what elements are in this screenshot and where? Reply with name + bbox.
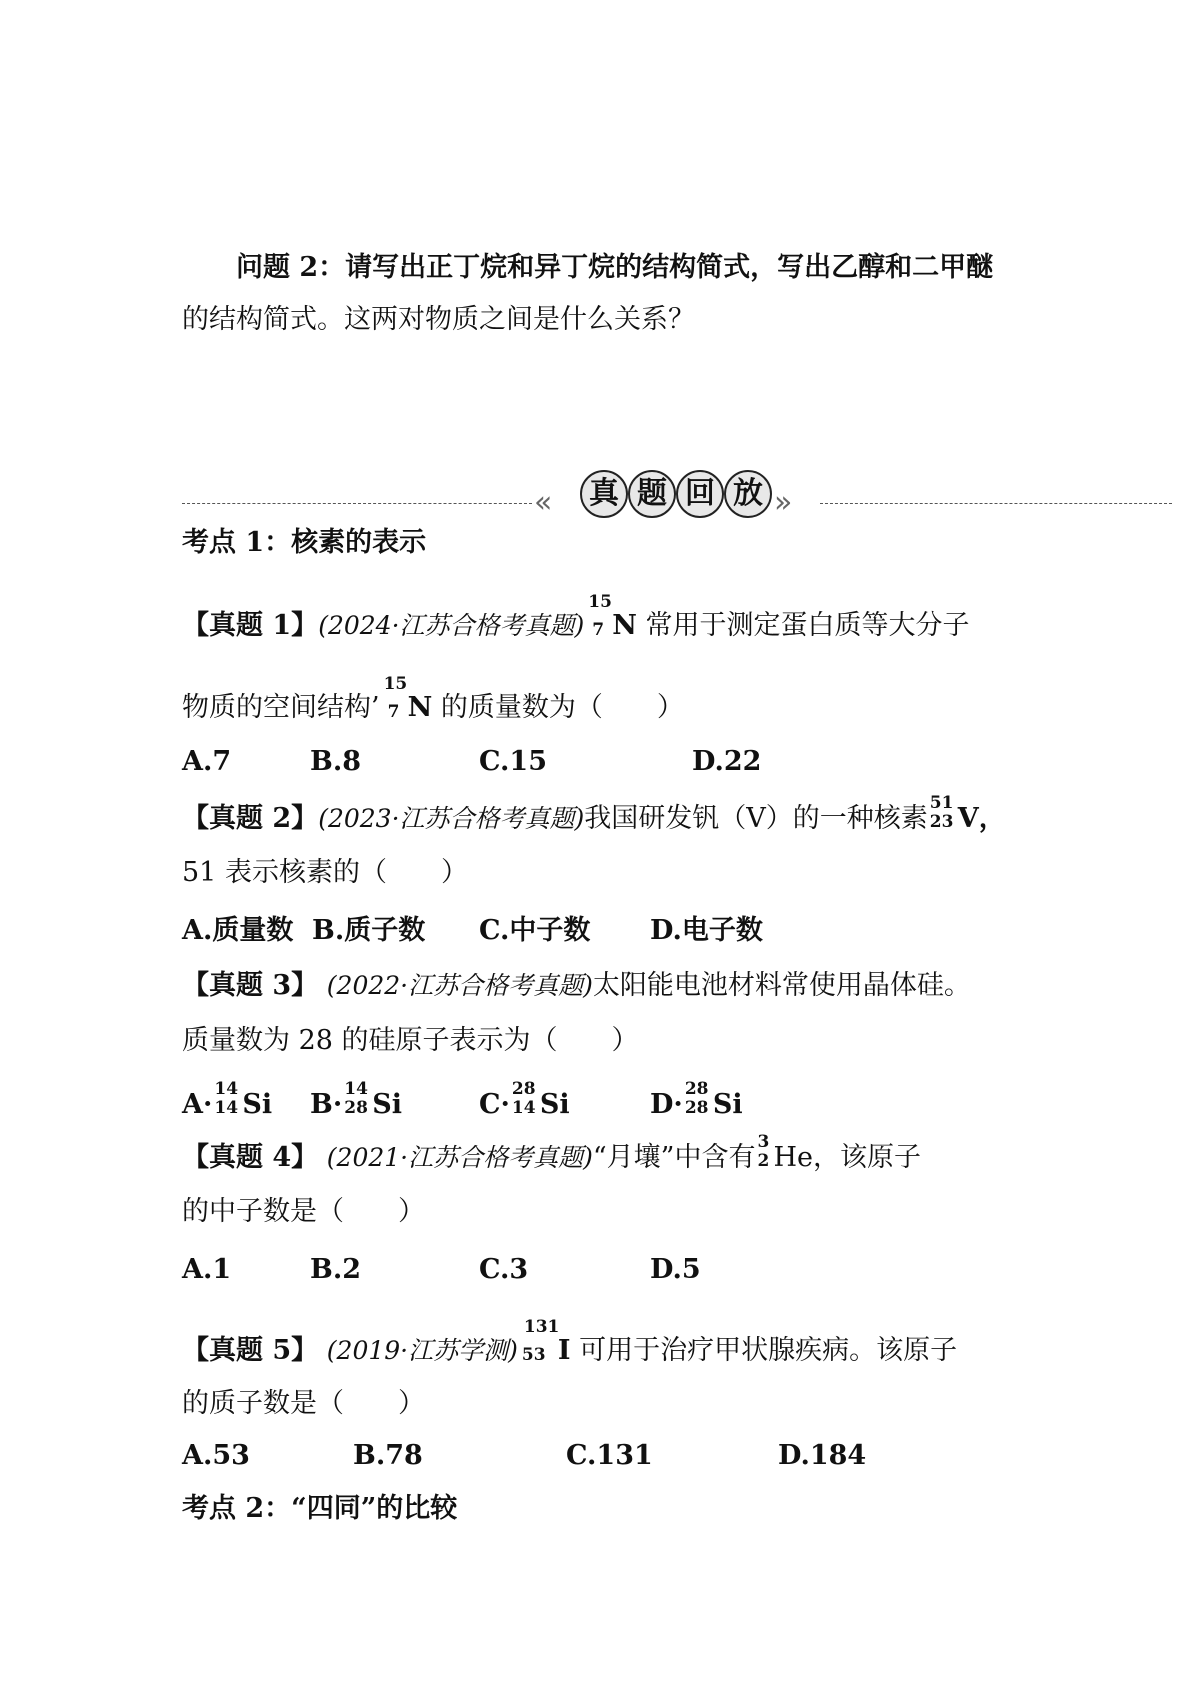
q2-option-d[interactable]: D.电子数 (650, 915, 763, 946)
q2-line1 (182, 793, 1006, 839)
q1-mass-number-2: 15 (383, 674, 408, 694)
q3-option-c-z: 14 (511, 1098, 536, 1118)
question2-line1: 问题 2：请写出正丁烷和异丁烷的结构简式，写出乙醇和二甲醚 (236, 252, 994, 283)
q1-atomic-number-2: 7 (387, 702, 400, 722)
q1-label: 【真题 1】 (182, 610, 319, 641)
section-char-2: 题 (628, 470, 676, 518)
q4-option-a[interactable]: A.1 (182, 1254, 232, 1285)
q1-text1: 常用于测定蛋白质等大分子 (645, 610, 970, 641)
q3-option-b-z: 28 (344, 1098, 368, 1118)
q3-option-b[interactable] (310, 1079, 402, 1125)
q3-option-d-symbol: Si (712, 1089, 743, 1120)
q3-option-a-z: 14 (214, 1098, 239, 1118)
q2-option-a[interactable]: A.质量数 (182, 915, 294, 946)
q3-option-a-nuclide (212, 1079, 242, 1125)
q3-option-b-symbol: Si (372, 1089, 402, 1120)
divider-dash-left (182, 503, 532, 504)
q3-line1 (182, 966, 971, 1006)
q5-mass-number: 131 (523, 1317, 560, 1337)
q1-line1 (182, 592, 970, 646)
q3-option-d-mass: 28 (684, 1079, 709, 1099)
q3-option-a[interactable] (182, 1079, 273, 1125)
q5-line1 (182, 1317, 958, 1371)
q2-symbol: V， (957, 803, 1006, 834)
q4-line1 (182, 1132, 921, 1178)
q4-label: 【真题 4】 (182, 1142, 319, 1173)
q3-option-d-letter: D· (650, 1089, 683, 1120)
section-char-4: 放 (724, 470, 772, 518)
q1-line2 (182, 674, 684, 728)
q4-mass-number: 3 (757, 1132, 770, 1152)
q3-option-d-nuclide (683, 1079, 713, 1125)
q5-line2: 的质子数是（ ） (182, 1388, 425, 1419)
q1-symbol-2: N (407, 692, 433, 723)
topic1-title: 考点 1：核素的表示 (182, 527, 427, 558)
q1-text2b: 的质量数为（ ） (440, 692, 684, 723)
q4-nuclide (755, 1132, 773, 1178)
q5-option-d[interactable]: D.184 (778, 1440, 867, 1471)
q4-option-b[interactable]: B.2 (310, 1254, 362, 1285)
q1-option-c[interactable]: C.15 (479, 746, 547, 777)
q1-atomic-number: 7 (592, 620, 605, 640)
section-char-1: 真 (580, 470, 628, 518)
q5-nuclide (518, 1317, 560, 1371)
q3-option-c-symbol: Si (539, 1089, 570, 1120)
q3-option-b-nuclide (342, 1079, 372, 1125)
q5-option-c[interactable]: C.131 (566, 1440, 653, 1471)
q1-nuclide-2 (380, 674, 408, 728)
topic2-title: 考点 2：“四同”的比较 (182, 1493, 458, 1524)
q3-option-b-mass: 14 (344, 1079, 368, 1099)
question2-line2: 的结构简式。这两对物质之间是什么关系？ (182, 304, 695, 335)
q5-text1: 可用于治疗甲状腺疾病。该原子 (579, 1335, 958, 1366)
q2-mass-number: 51 (929, 793, 954, 813)
q2-label: 【真题 2】 (182, 803, 319, 834)
q2-text1: 我国研发钒（V）的一种核素 (584, 803, 928, 834)
q3-option-a-mass: 14 (214, 1079, 239, 1099)
q4-text1: “月壤”中含有 (592, 1142, 756, 1173)
q3-text1: 太阳能电池材料常使用晶体硅。 (592, 970, 971, 1001)
q1-text2a: 物质的空间结构’ (182, 692, 380, 723)
q3-option-c[interactable] (479, 1079, 570, 1125)
q2-source: (2023·江苏合格考真题) (318, 804, 585, 833)
q4-line2: 的中子数是（ ） (182, 1196, 425, 1227)
divider-dash-right (820, 503, 1172, 504)
q3-option-c-letter: C· (479, 1089, 510, 1120)
q4-option-d[interactable]: D.5 (650, 1254, 701, 1285)
q2-option-b[interactable]: B.质子数 (312, 915, 426, 946)
q2-atomic-number: 23 (929, 812, 954, 832)
q3-option-c-nuclide (510, 1079, 540, 1125)
q5-option-a[interactable]: A.53 (182, 1440, 250, 1471)
q1-option-b[interactable]: B.8 (310, 746, 362, 777)
q5-symbol: I (557, 1335, 571, 1366)
q4-source: (2021·江苏合格考真题) (326, 1143, 593, 1172)
q2-line2: 51 表示核素的（ ） (182, 857, 468, 888)
q3-option-a-symbol: Si (242, 1089, 273, 1120)
q3-label: 【真题 3】 (182, 970, 319, 1001)
double-chevron-right-icon: » (774, 485, 793, 520)
double-chevron-left-icon: « (534, 485, 553, 520)
q3-option-b-letter: B· (310, 1089, 343, 1120)
section-char-3: 回 (676, 470, 724, 518)
q1-mass-number: 15 (588, 592, 612, 612)
q5-atomic-number: 53 (521, 1345, 546, 1365)
q1-source: (2024·江苏合格考真题) (318, 611, 585, 640)
q2-option-c[interactable]: C.中子数 (479, 915, 591, 946)
q2-nuclide (928, 793, 958, 839)
q3-option-a-letter: A· (182, 1089, 213, 1120)
q4-atomic-number: 2 (757, 1151, 770, 1171)
q5-label: 【真题 5】 (182, 1335, 319, 1366)
q1-symbol: N (612, 610, 637, 641)
q1-nuclide (584, 592, 612, 646)
q3-option-c-mass: 28 (511, 1079, 536, 1099)
q1-option-a[interactable]: A.7 (182, 746, 232, 777)
q3-line2: 质量数为 28 的硅原子表示为（ ） (182, 1025, 639, 1056)
q5-option-b[interactable]: B.78 (353, 1440, 423, 1471)
q3-option-d-z: 28 (684, 1098, 709, 1118)
q3-option-d[interactable] (650, 1079, 743, 1125)
q3-source: (2022·江苏合格考真题) (326, 971, 593, 1000)
q1-option-d[interactable]: D.22 (692, 746, 762, 777)
q5-source: (2019·江苏学测) (326, 1336, 518, 1365)
q4-option-c[interactable]: C.3 (479, 1254, 529, 1285)
q4-symbol-text: He，该原子 (773, 1142, 921, 1173)
